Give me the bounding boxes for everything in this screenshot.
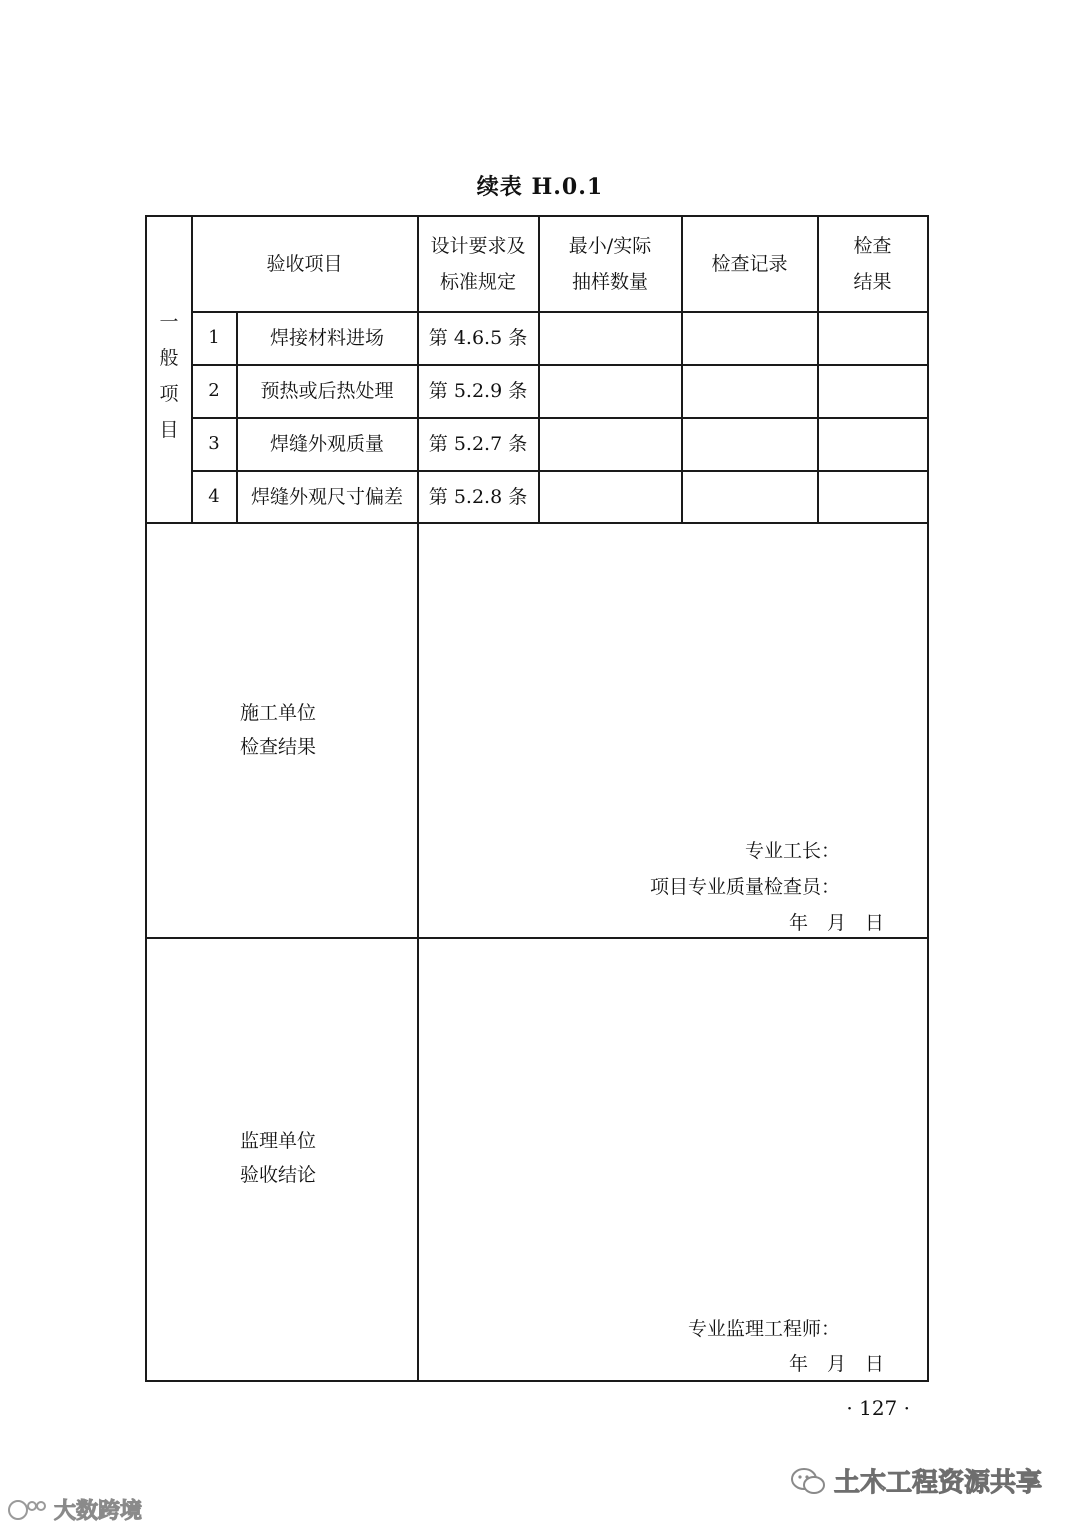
row-item-name: 焊接材料进场 [269,327,384,349]
wechat-icon [790,1466,826,1496]
section-char: 般 [159,347,179,369]
row-item-name: 预热或后热处理 [260,380,394,402]
row-item-name: 焊缝外观尺寸偏差 [250,485,403,508]
brand-logo-icon [8,1497,48,1523]
supervisor-signature-label: 专业监理工程师： [687,1318,840,1340]
section-char: 一 [159,311,179,333]
watermark-left: 大数跨境 [8,1494,142,1525]
row-number: 4 [208,485,220,507]
construction-label: 施工单位 检查结果 [240,702,317,758]
section-char: 目 [159,419,179,441]
row-clause: 第 5.2.9 条 [428,380,528,402]
foreman-signature-label: 专业工长： [744,840,840,862]
row-clause: 第 5.2.8 条 [428,485,528,508]
general-items-label [147,311,191,441]
row-number: 1 [208,327,220,348]
supervision-date-label: 年 月 日 [788,1353,884,1375]
row-item-name: 焊缝外观质量 [269,433,384,455]
supervision-label: 监理单位 验收结论 [240,1130,317,1186]
row-clause: 第 5.2.7 条 [428,433,528,455]
construction-date-label: 年 月 日 [788,912,884,934]
page-number: · 127 · [846,1396,910,1420]
inspector-signature-label: 项目专业质量检查员： [649,876,840,898]
row-clause: 第 4.6.5 条 [428,327,528,349]
header-sample-count: 最小/实际 抽样数量 [568,235,652,293]
header-record: 检查记录 [711,253,788,275]
header-item: 验收项目 [266,253,343,275]
row-number: 2 [208,380,220,401]
header-design-requirement: 设计要求及 标准规定 [430,235,526,293]
row-number: 3 [208,433,220,454]
table-title: 续表 H.0.1 [476,174,604,200]
header-result: 检查 结果 [853,235,892,293]
watermark-right: 土木工程资源共享 [790,1462,1042,1499]
section-char: 项 [159,383,179,405]
